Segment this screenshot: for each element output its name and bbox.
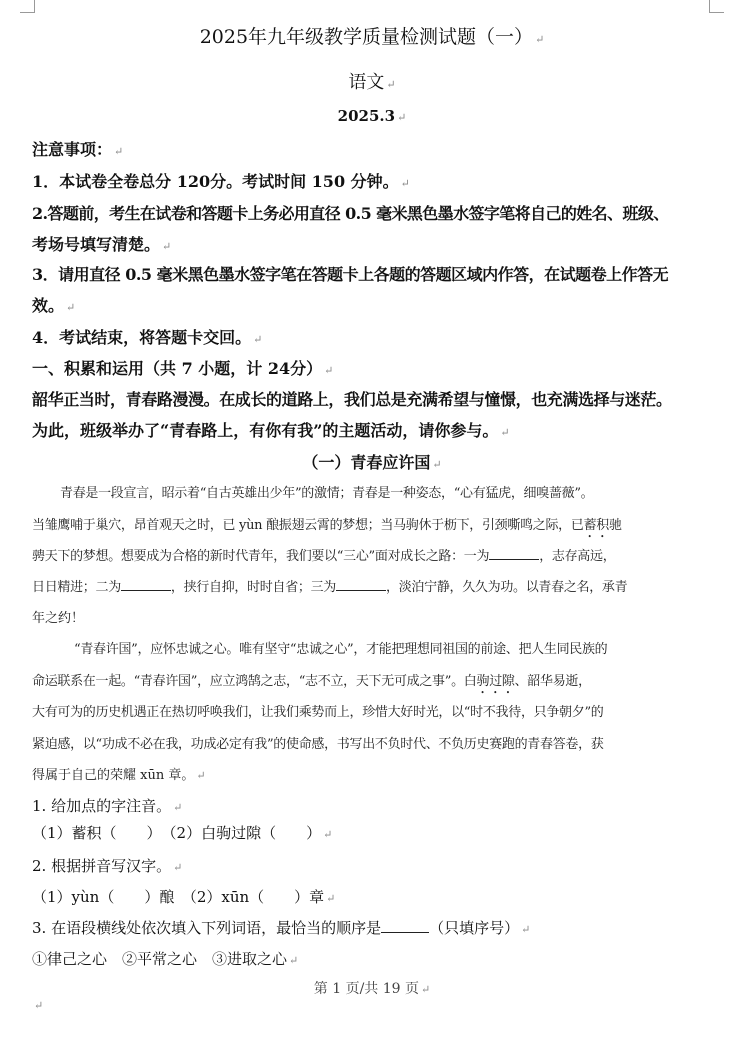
notice-item-3: 3．请用直径 0.5 毫米黑色墨水签字笔在答题卡上各题的答题区域内作答，在试题卷上作答无 bbox=[32, 265, 669, 284]
blank-line bbox=[489, 547, 539, 560]
paragraph-mark-icon: ↵ bbox=[521, 923, 531, 936]
paragraph-mark-icon: ↵ bbox=[386, 78, 396, 91]
notice-item-1: 1．本试卷全卷总分 120分。考试时间 150 分钟。 ↵ bbox=[32, 172, 410, 191]
trailing-paragraph bbox=[32, 994, 712, 1013]
paragraph-mark-icon: ↵ bbox=[196, 769, 206, 782]
sub-heading: （一）青春应许国 ↵ bbox=[302, 453, 442, 472]
section-intro-cont: 为此，班级举办了“青春路上，有你有我”的主题活动，请你参与。 ↵ bbox=[32, 421, 510, 440]
exam-title: 2025年九年级教学质量检测试题（一） ↵ bbox=[199, 26, 545, 48]
notice-item-4: 4．考试结束，将答题卡交回。 ↵ bbox=[32, 328, 263, 347]
question-2-options: （1）yùn（ ）酿 （2）xūn（ ）章 ↵ bbox=[32, 888, 336, 906]
question-2: 2. 根据拼音写汉字。 ↵ bbox=[32, 857, 183, 875]
section-heading: 一、积累和运用（共 7 小题，计 24分） ↵ bbox=[32, 359, 334, 378]
passage-line: 日日精进；二为 ，挟行自抑，时时自省；三为 ，淡泊宁静，久久为功。以青春之名，承青 bbox=[32, 580, 628, 595]
blank-line bbox=[381, 920, 429, 933]
passage-line: 年之约！ bbox=[32, 611, 85, 626]
section-intro: 韶华正当时，青春路漫漫。在成长的道路上，我们总是充满希望与憧憬，也充满选择与迷茫。 bbox=[32, 390, 672, 409]
passage-line: 当雏鹰哺于巢穴，昂首观天之时，已 yùn 酿振翅云霄的梦想；当马驹休于枥下，引颈嘶鸣之际，已蓄积驰 bbox=[32, 518, 622, 533]
paragraph-mark-icon: ↵ bbox=[400, 177, 410, 190]
passage-line: 紧迫感，以“功成不必在我，功成必定有我”的使命感，书写出不负时代、不负历史赛跑的青春答卷，获 bbox=[32, 737, 604, 752]
paragraph-mark-icon: ↵ bbox=[326, 892, 336, 905]
passage-line: “青春许国”，应怀忠诚之心。唯有坚守“忠诚之心”，才能把理想同祖国的前途、把人生同民族的 bbox=[74, 642, 608, 657]
paragraph-mark-icon: ↵ bbox=[397, 111, 407, 124]
passage-line: 骋天下的梦想。想要成为合格的新时代青年，我们要以“三心”面对成长之路：一为 ，志存高远， bbox=[32, 549, 616, 564]
passage-line: 大有可为的历史机遇正在热切呼唤我们，让我们乘势而上，珍惜大好时光，以“时不我待，只争朝夕”的 bbox=[32, 705, 604, 720]
page-footer: 第 1 页/共 19 页 ↵ bbox=[313, 981, 431, 997]
paragraph-mark-icon: ↵ bbox=[66, 301, 76, 314]
blank-line bbox=[336, 578, 386, 591]
subject-title: 语文 ↵ bbox=[348, 72, 396, 93]
exam-date: 2025.3 ↵ bbox=[337, 107, 407, 125]
paragraph-mark-icon: ↵ bbox=[323, 828, 333, 841]
page-corner-mark-right bbox=[709, 0, 724, 13]
notice-heading: 注意事项： ↵ bbox=[32, 140, 124, 159]
paragraph-mark-icon: ↵ bbox=[421, 983, 431, 996]
paragraph-mark-icon: ↵ bbox=[500, 426, 510, 439]
paragraph-mark-icon: ↵ bbox=[289, 954, 299, 967]
question-3-options: ①律己之心 ②平常之心 ③进取之心 ↵ bbox=[32, 950, 299, 968]
paragraph-mark-icon: ↵ bbox=[114, 145, 124, 158]
paragraph-mark-icon: ↵ bbox=[535, 33, 545, 46]
paragraph-mark-icon: ↵ bbox=[432, 458, 442, 471]
question-1: 1. 给加点的字注音。 ↵ bbox=[32, 797, 183, 815]
page-corner-mark-left bbox=[20, 0, 35, 13]
notice-item-2-cont: 考场号填写清楚。 ↵ bbox=[32, 235, 172, 254]
paragraph-mark-icon: ↵ bbox=[253, 333, 263, 346]
passage-line: 青春是一段宣言，昭示着“自古英雄出少年”的激情；青春是一种姿态，“心有猛虎，细嗅蔷薇”。 bbox=[60, 486, 594, 501]
paragraph-mark-icon: ↵ bbox=[162, 240, 172, 253]
passage-line: 得属于自己的荣耀 xūn 章。 ↵ bbox=[32, 768, 206, 783]
passage-line: 命运联系在一起。“青春许国”，应立鸿鹄之志，“志不立，天下无可成之事”。白驹过隙、韶华易逝， bbox=[32, 674, 591, 689]
dotted-term: 蓄积 bbox=[583, 518, 609, 533]
question-3: 3. 在语段横线处依次填入下列词语，最恰当的顺序是 （只填序号） ↵ bbox=[32, 919, 531, 937]
question-1-options: （1）蓄积（ ） （2）白驹过隙（ ） ↵ bbox=[32, 824, 333, 842]
notice-item-3-cont: 效。 ↵ bbox=[32, 296, 76, 315]
blank-line bbox=[121, 578, 171, 591]
paragraph-mark-icon: ↵ bbox=[324, 364, 334, 377]
paragraph-mark-icon: ↵ bbox=[173, 861, 183, 874]
paragraph-mark-icon: ↵ bbox=[34, 999, 44, 1012]
paragraph-mark-icon: ↵ bbox=[173, 801, 183, 814]
notice-item-2: 2.答题前，考生在试卷和答题卡上务必用直径 0.5 毫米黑色墨水签字笔将自己的姓名、班级、 bbox=[32, 204, 669, 223]
dotted-term: 驹过隙 bbox=[476, 674, 515, 689]
